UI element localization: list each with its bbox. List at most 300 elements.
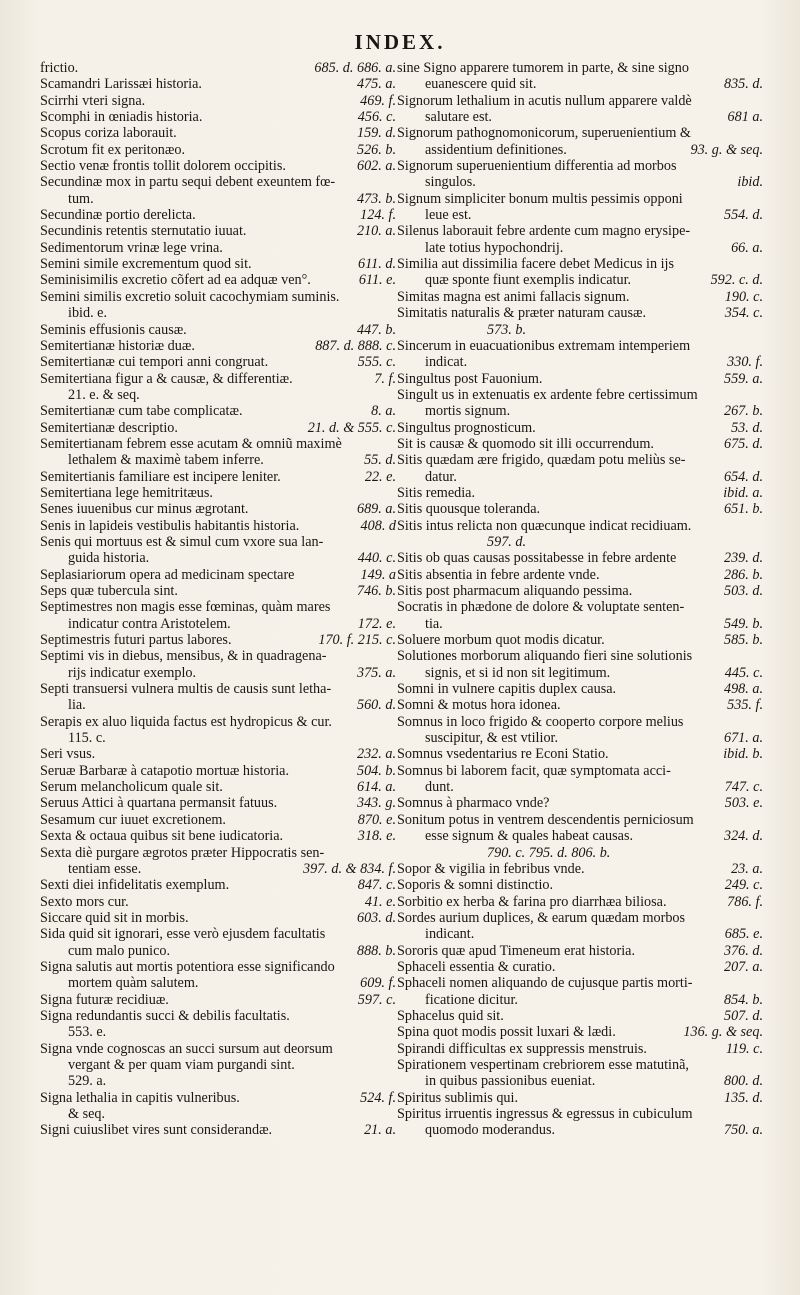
index-entry xyxy=(40,1122,396,1138)
index-entry xyxy=(397,93,763,109)
index-entry xyxy=(397,223,763,239)
page-reference: 170. f. 215. c. xyxy=(318,632,396,649)
page-reference: 41. e. xyxy=(364,893,396,910)
entry-text: esse signum & quales habeat causas. xyxy=(425,828,634,845)
index-entry xyxy=(40,1041,396,1057)
index-entry xyxy=(397,1041,763,1057)
page-reference: 239. d. xyxy=(723,550,763,567)
entry-text: Scopus coriza laborauit. xyxy=(40,125,177,142)
index-entry xyxy=(40,158,396,174)
page-reference: 53. d. xyxy=(731,419,763,436)
page-reference: 689. a. xyxy=(356,501,396,518)
entry-text: Sitis post pharmacum aliquando pessima. xyxy=(397,583,633,599)
page-reference: 498. a. xyxy=(723,681,763,698)
index-entry xyxy=(397,714,763,730)
page-reference: 554. d. xyxy=(723,207,763,224)
entry-text: in quibus passionibus eueniat. xyxy=(425,1073,596,1090)
entry-text: Septimi vis in diebus, mensibus, & in quadragena- xyxy=(40,648,327,665)
entry-text: assidentium definitiones. xyxy=(425,141,567,158)
index-entry xyxy=(397,289,763,305)
page-reference: 376. d. xyxy=(723,942,763,959)
page-reference: 397. d. & 834. f. xyxy=(302,860,396,877)
page-reference: 286. b. xyxy=(723,566,763,583)
index-entry xyxy=(397,256,763,272)
entry-text: Somnus bi laborem facit, quæ symptomata acci- xyxy=(397,762,671,779)
entry-text: Somni & motus hora idonea. xyxy=(397,697,561,714)
entry-text: suscipitur, & est vtilior. xyxy=(425,730,559,747)
page-reference: 592. c. d. xyxy=(710,272,763,289)
right-column xyxy=(397,60,763,1139)
index-entry xyxy=(40,992,396,1008)
index-entry xyxy=(397,518,763,534)
page-header: INDEX. xyxy=(354,30,446,54)
entry-text: Sordes aurium duplices, & earum quædam morbos xyxy=(397,909,686,926)
page-reference: 22. e. xyxy=(364,468,396,485)
page-reference: 23. a. xyxy=(731,860,763,877)
entry-text: lia. xyxy=(68,697,86,714)
page-reference: 888. b. xyxy=(356,942,396,959)
page-reference: ibid. a. xyxy=(723,484,763,501)
page-reference: 66. a. xyxy=(731,239,763,256)
index-entry xyxy=(40,223,396,239)
entry-text: Seminis effusionis causæ. xyxy=(40,321,187,338)
index-entry-continuation xyxy=(397,926,763,942)
index-entry-continuation xyxy=(40,387,396,403)
entry-text: Somni in vulnere capitis duplex causa. xyxy=(397,681,617,698)
index-entry-continuation xyxy=(40,191,396,207)
entry-text: ficatione dicitur. xyxy=(425,991,518,1008)
entry-text: Secundinis retentis sternutatio iuuat. xyxy=(40,223,247,240)
index-entry xyxy=(40,845,396,861)
index-entry xyxy=(397,599,763,615)
page-reference: 503. e. xyxy=(724,795,763,812)
index-entry xyxy=(40,60,396,76)
index-entry-continuation xyxy=(40,452,396,468)
page-reference: 746. b. xyxy=(356,583,396,599)
entry-text: Signorum lethalium in acutis nullum apparere valdè xyxy=(397,92,692,109)
entry-text: Seruus Attici à quartana permansit fatuus. xyxy=(40,795,278,812)
page-reference: 469. f. xyxy=(360,92,396,109)
entry-text: mortis signum. xyxy=(425,403,511,420)
index-entry xyxy=(40,567,396,583)
page-reference: 330. f. xyxy=(727,354,763,371)
index-entry xyxy=(40,322,396,338)
index-entry xyxy=(40,534,396,550)
entry-text: Seruæ Barbaræ à catapotio mortuæ historia. xyxy=(40,762,290,779)
index-entry xyxy=(397,746,763,762)
entry-text: Sitis intus relicta non quæcunque indicat recidiuam. xyxy=(397,517,692,534)
index-entry-continuation xyxy=(397,403,763,419)
page-reference: 408. d xyxy=(360,517,396,534)
page-reference: 447. b. xyxy=(356,321,396,338)
page-reference: 847. c. xyxy=(357,877,396,894)
index-entry xyxy=(40,338,396,354)
index-entry xyxy=(40,272,396,288)
page-reference: 835. d. xyxy=(723,76,763,93)
page-reference: 559. a. xyxy=(723,370,763,387)
entry-text: Sitis absentia in febre ardente vnde. xyxy=(397,566,600,583)
page-reference: 7. f. xyxy=(374,370,396,387)
index-entry xyxy=(397,812,763,828)
page-reference: 555. c. xyxy=(357,354,396,371)
index-entry xyxy=(40,256,396,272)
page-reference: 324. d. xyxy=(723,828,763,845)
index-entry xyxy=(397,387,763,403)
entry-text: Semitertiana figur a & causæ, & differentiæ. xyxy=(40,370,293,387)
page-reference: 602. a. xyxy=(356,158,396,175)
entry-text: Sexto mors cur. xyxy=(40,893,129,910)
page-reference: 375. a. xyxy=(356,664,396,681)
entry-text: Scomphi in œniadis historia. xyxy=(40,109,203,126)
index-entry xyxy=(40,518,396,534)
entry-text: Sectio venæ frontis tollit dolorem occipitis. xyxy=(40,158,286,175)
page-reference: 8. a. xyxy=(371,403,396,420)
index-entry xyxy=(397,1008,763,1024)
entry-text: Secundinæ mox in partu sequi debent exeuntem fœ- xyxy=(40,174,336,191)
index-entry-continuation xyxy=(397,76,763,92)
page-reference: 854. b. xyxy=(723,991,763,1008)
page-reference: 190. c. xyxy=(724,288,763,305)
page-reference: 267. b. xyxy=(723,403,763,420)
page-reference: 614. a. xyxy=(356,779,396,796)
index-entry-continuation xyxy=(397,730,763,746)
index-entry xyxy=(397,550,763,566)
entry-text: signis, et si id non sit legitimum. xyxy=(425,664,611,681)
entry-text: Sesamum cur iuuet excretionem. xyxy=(40,811,226,828)
entry-text: Spina quot modis possit luxari & lædi. xyxy=(397,1024,616,1041)
entry-text: Spirationem vespertinam crebriorem esse matutinã, xyxy=(397,1056,689,1073)
entry-text: Semitertiana lege hemitritæus. xyxy=(40,484,213,501)
page-reference: 786. f. xyxy=(727,893,763,910)
page-reference: 21. d. & 555. c. xyxy=(307,419,396,436)
index-entry xyxy=(40,681,396,697)
index-entry xyxy=(40,583,396,599)
page-reference: 456. c. xyxy=(357,109,396,126)
index-entry-continuation xyxy=(40,550,396,566)
index-entry xyxy=(397,305,763,321)
entry-text: salutare est. xyxy=(425,109,492,126)
entry-text: Soporis & somni distinctio. xyxy=(397,877,554,894)
entry-text: Simitas magna est animi fallacis signum. xyxy=(397,288,630,305)
index-entry xyxy=(40,403,396,419)
page-reference: 445. c. xyxy=(724,664,763,681)
page-reference: 149. a xyxy=(360,566,396,583)
index-entry xyxy=(40,714,396,730)
page-reference: 55. d. xyxy=(364,452,396,469)
entry-text: Septimestres non magis esse fœminas, quàm mares xyxy=(40,599,331,616)
index-entry xyxy=(40,354,396,370)
entry-text: Sphaceli essentia & curatio. xyxy=(397,958,556,975)
page-reference: 21. a. xyxy=(364,1122,396,1139)
entry-text: indicatur contra Aristotelem. xyxy=(68,615,231,632)
index-entry-continuation xyxy=(397,828,763,844)
entry-text: frictio. xyxy=(40,60,79,76)
page-reference: 585. b. xyxy=(723,632,763,649)
entry-text: Signorum superuenientium differentia ad morbos xyxy=(397,158,677,175)
entry-text: Senis qui mortuus est & simul cum vxore sua lan- xyxy=(40,533,324,550)
left-column xyxy=(40,60,396,1139)
index-entry xyxy=(397,910,763,926)
page-reference: 681 a. xyxy=(727,109,763,126)
entry-text: Semitertianam febrem esse acutam & omniũ maximè xyxy=(40,435,342,452)
index-entry xyxy=(40,795,396,811)
entry-text: Siccare quid sit in morbis. xyxy=(40,909,189,926)
index-entry xyxy=(397,583,763,599)
entry-text: & seq. xyxy=(68,1106,106,1122)
entry-text: Spirandi difficultas ex suppressis menstruis. xyxy=(397,1040,647,1057)
entry-text: leue est. xyxy=(425,207,472,224)
page-reference: 172. e. xyxy=(357,615,396,632)
page-reference: 675. d. xyxy=(723,435,763,452)
page-reference: 135. d. xyxy=(723,1089,763,1106)
entry-text: Soluere morbum quot modis dicatur. xyxy=(397,632,605,649)
index-entry xyxy=(397,338,763,354)
index-entry xyxy=(397,648,763,664)
index-entry xyxy=(397,697,763,713)
entry-text: Serapis ex aluo liquida factus est hydropicus & cur. xyxy=(40,713,332,730)
index-entry xyxy=(397,959,763,975)
index-entry-continuation xyxy=(397,354,763,370)
entry-text: Singult us in extenuatis ex ardente febre certissimum xyxy=(397,386,698,403)
index-entry-continuation xyxy=(397,240,763,256)
page-reference: 611. d. xyxy=(358,256,396,273)
index-entry xyxy=(397,485,763,501)
entry-text: Sitis ob quas causas possitabesse in febre ardente xyxy=(397,550,677,567)
index-entry xyxy=(40,436,396,452)
page-reference: 800. d. xyxy=(723,1073,763,1090)
index-entry xyxy=(40,240,396,256)
index-entry xyxy=(397,371,763,387)
index-entry-continuation xyxy=(397,272,763,288)
entry-text: dunt. xyxy=(425,779,454,796)
entry-text: Sorbitio ex herba & farina pro diarrhæa biliosa. xyxy=(397,893,667,910)
index-entry xyxy=(40,926,396,942)
index-entry xyxy=(397,975,763,991)
page-reference: 524. f. xyxy=(360,1089,396,1106)
page-reference: 318. e. xyxy=(357,828,396,845)
page-reference: 136. g. & seq. xyxy=(683,1024,763,1041)
entry-text: Sitis remedia. xyxy=(397,484,476,501)
entry-text: Signa salutis aut mortis potentiora esse significando xyxy=(40,958,335,975)
index-entry xyxy=(40,877,396,893)
index-entry xyxy=(40,959,396,975)
page-reference: 119. c. xyxy=(725,1040,763,1057)
index-entry-continuation xyxy=(397,142,763,158)
index-entry xyxy=(40,599,396,615)
index-entry xyxy=(40,174,396,190)
entry-text: 553. e. xyxy=(68,1024,107,1041)
index-entry xyxy=(40,485,396,501)
entry-text: Silenus laborauit febre ardente cum magno erysipe- xyxy=(397,223,691,240)
index-entry xyxy=(397,125,763,141)
index-entry-continuation xyxy=(397,1073,763,1089)
entry-text: Sororis quæ apud Timeneum erat historia. xyxy=(397,942,636,959)
index-entry xyxy=(40,289,396,305)
index-entry-continuation xyxy=(397,109,763,125)
page-reference: 504. b. xyxy=(356,762,396,779)
page-reference: 747. c. xyxy=(724,779,763,796)
entry-text: guida historia. xyxy=(68,550,150,567)
index-entry xyxy=(40,632,396,648)
entry-text: Sexta & octaua quibus sit bene iudicatoria. xyxy=(40,828,284,845)
index-entry-continuation xyxy=(397,616,763,632)
page-reference: 159. d. xyxy=(356,125,396,142)
entry-text: rijs indicatur exemplo. xyxy=(68,664,197,681)
entry-text: Similia aut dissimilia facere debet Medicus in ijs xyxy=(397,256,674,273)
entry-text: late totius hypochondrij. xyxy=(425,239,564,256)
page-reference: 887. d. 888. c. xyxy=(315,337,396,354)
page-reference: 210. a. xyxy=(356,223,396,240)
entry-text: Solutiones morborum aliquando fieri sine solutionis xyxy=(397,648,693,665)
entry-text: Singultus prognosticum. xyxy=(397,419,536,436)
page-reference: 249. c. xyxy=(724,877,763,894)
entry-text: tia. xyxy=(425,615,443,632)
entry-text: Spiritus sublimis qui. xyxy=(397,1089,519,1106)
page-reference: 603. d. xyxy=(356,909,396,926)
index-entry xyxy=(397,894,763,910)
entry-text: Septi transuersi vulnera multis de causis sunt letha- xyxy=(40,681,332,698)
page-reference: 671. a. xyxy=(723,730,763,747)
entry-text: ibid. e. xyxy=(68,305,108,322)
entry-text: sine Signo apparere tumorem in parte, & sine signo xyxy=(397,60,689,76)
page-reference: 597. c. xyxy=(357,991,396,1008)
page-reference: ibid. b. xyxy=(723,746,763,763)
entry-text: Serum melancholicum quale sit. xyxy=(40,779,223,796)
index-continuation-ref: 790. c. 795. d. 806. b. xyxy=(487,844,611,861)
page-reference: 535. f. xyxy=(727,697,763,714)
entry-text: 115. c. xyxy=(68,730,106,747)
entry-text: Signi cuiuslibet vires sunt considerandæ. xyxy=(40,1122,273,1139)
index-entry xyxy=(397,1090,763,1106)
entry-text: Semitertianæ cum tabe complicatæ. xyxy=(40,403,243,420)
index-entry xyxy=(40,207,396,223)
index-entry xyxy=(40,894,396,910)
index-entry xyxy=(397,191,763,207)
entry-text: Seri vsus. xyxy=(40,746,96,763)
entry-text: vergant & per quam viam purgandi sint. xyxy=(68,1056,295,1073)
index-entry xyxy=(40,746,396,762)
page-reference: 507. d. xyxy=(723,1007,763,1024)
index-entry-continuation xyxy=(40,861,396,877)
index-entry-continuation xyxy=(40,616,396,632)
entry-text: quæ sponte fiunt exemplis indicatur. xyxy=(425,272,632,289)
entry-text: 21. e. & seq. xyxy=(68,386,140,403)
index-entry-continuation xyxy=(397,207,763,223)
entry-text: Sphacelus quid sit. xyxy=(397,1007,504,1024)
index-entry-continuation xyxy=(40,1073,396,1089)
index-entry xyxy=(40,1090,396,1106)
index-entry xyxy=(40,93,396,109)
page-reference: 124. f. xyxy=(360,207,396,224)
entry-text: Scamandri Larissæi historia. xyxy=(40,76,202,93)
page-reference: 354. c. xyxy=(724,305,763,322)
page-reference: 232. a. xyxy=(356,746,396,763)
index-entry xyxy=(40,648,396,664)
index-entry-continuation xyxy=(40,665,396,681)
index-entry xyxy=(397,877,763,893)
entry-text: Sida quid sit ignorari, esse verò ejusdem facultatis xyxy=(40,926,326,943)
entry-text: Signum simpliciter bonum multis pessimis opponi xyxy=(397,190,683,207)
index-entry xyxy=(40,812,396,828)
index-entry xyxy=(40,779,396,795)
entry-text: Sit is causæ & quomodo sit illi occurrendum. xyxy=(397,435,654,452)
index-entry xyxy=(397,1106,763,1122)
entry-text: Simitatis naturalis & præter naturam causæ. xyxy=(397,305,647,322)
entry-text: Seminisimilis excretio cõfert ad ea adquæ ven°. xyxy=(40,272,311,289)
index-entry xyxy=(397,763,763,779)
page-reference: 343. g. xyxy=(356,795,396,812)
entry-text: Secundinæ portio derelicta. xyxy=(40,207,196,224)
entry-text: Septimestris futuri partus labores. xyxy=(40,632,232,649)
index-entry xyxy=(40,910,396,926)
index-entry-continuation xyxy=(397,1122,763,1138)
index-entry-continuation xyxy=(40,1024,396,1040)
entry-text: 529. a. xyxy=(68,1073,107,1090)
entry-text: Scrotum fit ex peritonæo. xyxy=(40,141,186,158)
entry-text: Sexti diei infidelitatis exemplum. xyxy=(40,877,230,894)
page-reference: ibid. xyxy=(737,174,763,191)
index-entry xyxy=(40,501,396,517)
index-entry xyxy=(40,142,396,158)
index-entry xyxy=(40,109,396,125)
entry-text: Signa redundantis succi & debilis facultatis. xyxy=(40,1007,290,1024)
entry-text: Semitertianæ cui tempori anni congruat. xyxy=(40,354,269,371)
entry-text: indicant. xyxy=(425,926,475,943)
entry-text: datur. xyxy=(425,468,457,485)
index-entry xyxy=(397,436,763,452)
index-entry xyxy=(40,125,396,141)
index-entry xyxy=(397,420,763,436)
index-entry xyxy=(397,158,763,174)
page-reference: 503. d. xyxy=(723,583,763,599)
entry-text: Senis in lapideis vestibulis habitantis historia. xyxy=(40,517,300,534)
entry-text: lethalem & maximè tabem inferre. xyxy=(68,452,264,469)
index-entry-continuation xyxy=(397,665,763,681)
index-entry-continuation xyxy=(40,1106,396,1122)
entry-text: Somnus vsedentarius re Econi Statio. xyxy=(397,746,609,763)
index-entry-continuation xyxy=(397,992,763,1008)
page-reference: 609. f. xyxy=(360,975,396,992)
entry-text: tum. xyxy=(68,190,94,207)
entry-text: Signa vnde cognoscas an succi sursum aut deorsum xyxy=(40,1040,333,1057)
page-reference: 473. b. xyxy=(356,190,396,207)
entry-text: Socratis in phædone de dolore & voluptate senten- xyxy=(397,599,685,616)
index-entry xyxy=(397,501,763,517)
entry-text: Semitertianæ descriptio. xyxy=(40,419,178,436)
index-continuation-ref: 597. d. xyxy=(487,533,527,550)
index-entry-continuation xyxy=(40,697,396,713)
index-entry xyxy=(397,795,763,811)
entry-text: Semitertianæ historiæ duæ. xyxy=(40,337,195,354)
index-entry xyxy=(40,371,396,387)
entry-text: Sincerum in euacuationibus extremam intemperiem xyxy=(397,337,691,354)
entry-text: Sphaceli nomen aliquando de cujusque partis morti- xyxy=(397,975,693,992)
index-entry xyxy=(397,60,763,76)
entry-text: Seplasiariorum opera ad medicinam spectare xyxy=(40,566,295,583)
entry-text: tentiam esse. xyxy=(68,860,142,877)
index-entry-continuation xyxy=(397,779,763,795)
page-reference: 685. e. xyxy=(724,926,763,943)
entry-text: Spiritus irruentis ingressus & egressus in cubiculum xyxy=(397,1106,693,1122)
index-entry xyxy=(397,943,763,959)
page-reference: 651. b. xyxy=(723,501,763,518)
index-entry xyxy=(397,1024,763,1040)
page-reference: 440. c. xyxy=(357,550,396,567)
index-entry xyxy=(40,76,396,92)
entry-text: quomodo moderandus. xyxy=(425,1122,556,1139)
index-entry-continuation xyxy=(40,730,396,746)
page-reference: 654. d. xyxy=(723,468,763,485)
